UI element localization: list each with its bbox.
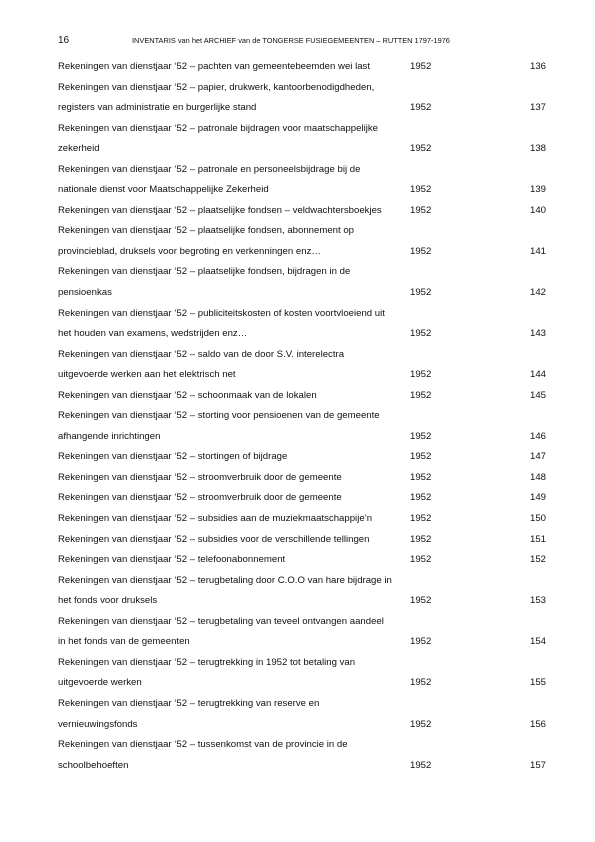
entry-description: vernieuwingsfonds [58,718,138,730]
entry-description: Rekeningen van dienstjaar ‘52 – patronale en personeelsbijdrage bij de [58,163,361,175]
entry-line [58,78,546,99]
entry-number: 147 [529,451,546,463]
inventory-entry [58,488,546,509]
entry-description: Rekeningen van dienstjaar ‘52 – tussenkomst van de provincie in de [58,739,348,751]
entry-description: Rekeningen van dienstjaar ‘52 – papier, drukwerk, kantoorbenodigdheden, [58,81,375,93]
entry-description: Rekeningen van dienstjaar ‘52 – stroomverbruik door de gemeente [58,492,342,504]
entry-description: registers van administratie en burgerlijke stand [58,102,257,114]
entry-description: nationale dienst voor Maatschappelijke Zekerheid [58,184,269,196]
entry-description: Rekeningen van dienstjaar ‘52 – saldo van de door S.V. interelectra [58,348,345,360]
entry-number: 154 [529,636,546,648]
entry-line [58,632,546,653]
entry-description: Rekeningen van dienstjaar ‘52 – plaatselijke fondsen, abonnement op [58,225,355,237]
entry-description: afhangende inrichtingen [58,430,161,442]
page-number: 16 [58,35,70,46]
entry-description: het fonds voor druksels [58,595,158,607]
entry-number: 151 [529,533,546,545]
entry-description: Rekeningen van dienstjaar ‘52 – patronale bijdragen voor maatschappelijke [58,122,378,134]
entry-line [58,427,546,448]
entry-year: 1952 [410,492,432,504]
entry-number: 143 [529,328,546,340]
entry-year: 1952 [410,471,432,483]
entry-year: 1952 [410,636,432,648]
inventory-entry [58,550,546,571]
inventory-entry [58,78,546,119]
entry-number: 137 [529,102,546,114]
entry-year: 1952 [410,204,432,216]
entry-year: 1952 [410,245,432,257]
entry-description: uitgevoerde werken aan het elektrisch net [58,369,236,381]
entry-line [58,324,546,345]
entry-line [58,180,546,201]
entry-description: Rekeningen van dienstjaar ‘52 – subsidies voor de verschillende tellingen [58,533,370,545]
entry-line [58,468,546,489]
inventory-entry [58,447,546,468]
entry-year: 1952 [410,451,432,463]
entry-number: 148 [529,471,546,483]
entry-description: Rekeningen van dienstjaar ‘52 – plaatselijke fondsen – veldwachtersboekjes [58,204,382,216]
entry-line [58,160,546,181]
entry-line [58,756,546,777]
entry-number: 149 [529,492,546,504]
entry-line [58,201,546,222]
entry-line [58,694,546,715]
entry-year: 1952 [410,287,432,299]
entry-description: provincieblad, druksels voor begroting en verkenningen enz… [58,245,321,257]
inventory-entry [58,530,546,551]
entry-number: 150 [529,513,546,525]
entry-year: 1952 [410,102,432,114]
entry-number: 155 [529,677,546,689]
entry-description: Rekeningen van dienstjaar ‘52 – terugtrekking van reserve en [58,697,320,709]
entry-year: 1952 [410,759,432,771]
entry-number: 157 [529,759,546,771]
entry-line [58,365,546,386]
entry-line [58,221,546,242]
entry-year: 1952 [410,369,432,381]
entry-line [58,242,546,263]
entry-year: 1952 [410,430,432,442]
entry-line [58,139,546,160]
entry-description: het houden van examens, wedstrijden enz… [58,328,248,340]
entry-line [58,509,546,530]
entry-line [58,283,546,304]
entry-description: Rekeningen van dienstjaar ‘52 – pachten van gemeentebeemden wei last [58,61,371,72]
running-header-title: INVENTARIS van het ARCHIEF van de TONGERSE FUSIEGEMEENTEN – RUTTEN 1797-1976 [132,36,450,45]
entry-year: 1952 [410,184,432,196]
entry-number: 156 [529,718,546,730]
entry-year: 1952 [410,143,432,155]
entry-line [58,550,546,571]
page-header [58,35,546,47]
entry-description: uitgevoerde werken [58,677,142,689]
entry-year: 1952 [410,595,432,607]
entry-number: 152 [529,554,546,566]
entry-year: 1952 [410,718,432,730]
inventory-entry [58,201,546,222]
inventory-entry [58,160,546,201]
entry-line [58,735,546,756]
entry-description: zekerheid [58,143,100,155]
inventory-entry [58,345,546,386]
entry-year: 1952 [410,328,432,340]
inventory-entry [58,304,546,345]
inventory-entry [58,571,546,612]
entry-line [58,262,546,283]
entry-line [58,57,546,78]
inventory-entry [58,221,546,262]
inventory-entry [58,406,546,447]
entry-line [58,304,546,325]
entry-line [58,447,546,468]
entry-description: in het fonds van de gemeenten [58,636,190,648]
entry-year: 1952 [410,513,432,525]
entry-number: 146 [529,430,546,442]
entry-line [58,386,546,407]
entry-number: 144 [529,369,546,381]
entry-line [58,345,546,366]
inventory-entry [58,57,546,78]
entry-line [58,612,546,633]
inventory-entry [58,612,546,653]
inventory-entry [58,468,546,489]
entry-description: pensioenkas [58,287,112,299]
entry-year: 1952 [410,533,432,545]
entry-description: Rekeningen van dienstjaar ‘52 – terugbetaling van teveel ontvangen aandeel [58,615,384,627]
entry-line [58,591,546,612]
entry-line [58,488,546,509]
entry-description: Rekeningen van dienstjaar ‘52 – terugbetaling door C.O.O van hare bijdrage in [58,574,392,586]
inventory-list [58,57,546,776]
inventory-entry [58,386,546,407]
entry-year: 1952 [410,61,432,72]
inventory-entry [58,119,546,160]
entry-number: 139 [529,184,546,196]
entry-description: Rekeningen van dienstjaar ‘52 – stortingen of bijdrage [58,451,288,463]
entry-description: Rekeningen van dienstjaar ‘52 – storting voor pensioenen van de gemeente [58,410,380,422]
entry-description: Rekeningen van dienstjaar ‘52 – terugtrekking in 1952 tot betaling van [58,656,356,668]
inventory-entry [58,735,546,776]
entry-year: 1952 [410,554,432,566]
entry-number: 153 [529,595,546,607]
inventory-entry [58,262,546,303]
entry-line [58,715,546,736]
inventory-entry [58,694,546,735]
entry-number: 140 [529,204,546,216]
entry-number: 145 [529,389,546,401]
inventory-entry [58,653,546,694]
entry-number: 141 [529,245,546,257]
entry-line [58,530,546,551]
entry-line [58,98,546,119]
entry-description: Rekeningen van dienstjaar ‘52 – subsidies aan de muziekmaatschappije’n [58,513,373,525]
entry-description: Rekeningen van dienstjaar ‘52 – stroomverbruik door de gemeente [58,471,342,483]
entry-description: Rekeningen van dienstjaar ‘52 – publiciteitskosten of kosten voortvloeiend uit [58,307,385,319]
entry-line [58,673,546,694]
entry-number: 136 [529,61,546,72]
entry-description: Rekeningen van dienstjaar ‘52 – plaatselijke fondsen, bijdragen in de [58,266,351,278]
entry-line [58,571,546,592]
entry-description: Rekeningen van dienstjaar ‘52 – telefoonabonnement [58,554,286,566]
entry-description: Rekeningen van dienstjaar ‘52 – schoonmaak van de lokalen [58,389,317,401]
entry-description: schoolbehoeften [58,759,129,771]
entry-number: 142 [529,287,546,299]
entry-year: 1952 [410,389,432,401]
inventory-entry [58,509,546,530]
entry-number: 138 [529,143,546,155]
entry-line [58,406,546,427]
entry-line [58,653,546,674]
entry-year: 1952 [410,677,432,689]
entry-line [58,119,546,140]
